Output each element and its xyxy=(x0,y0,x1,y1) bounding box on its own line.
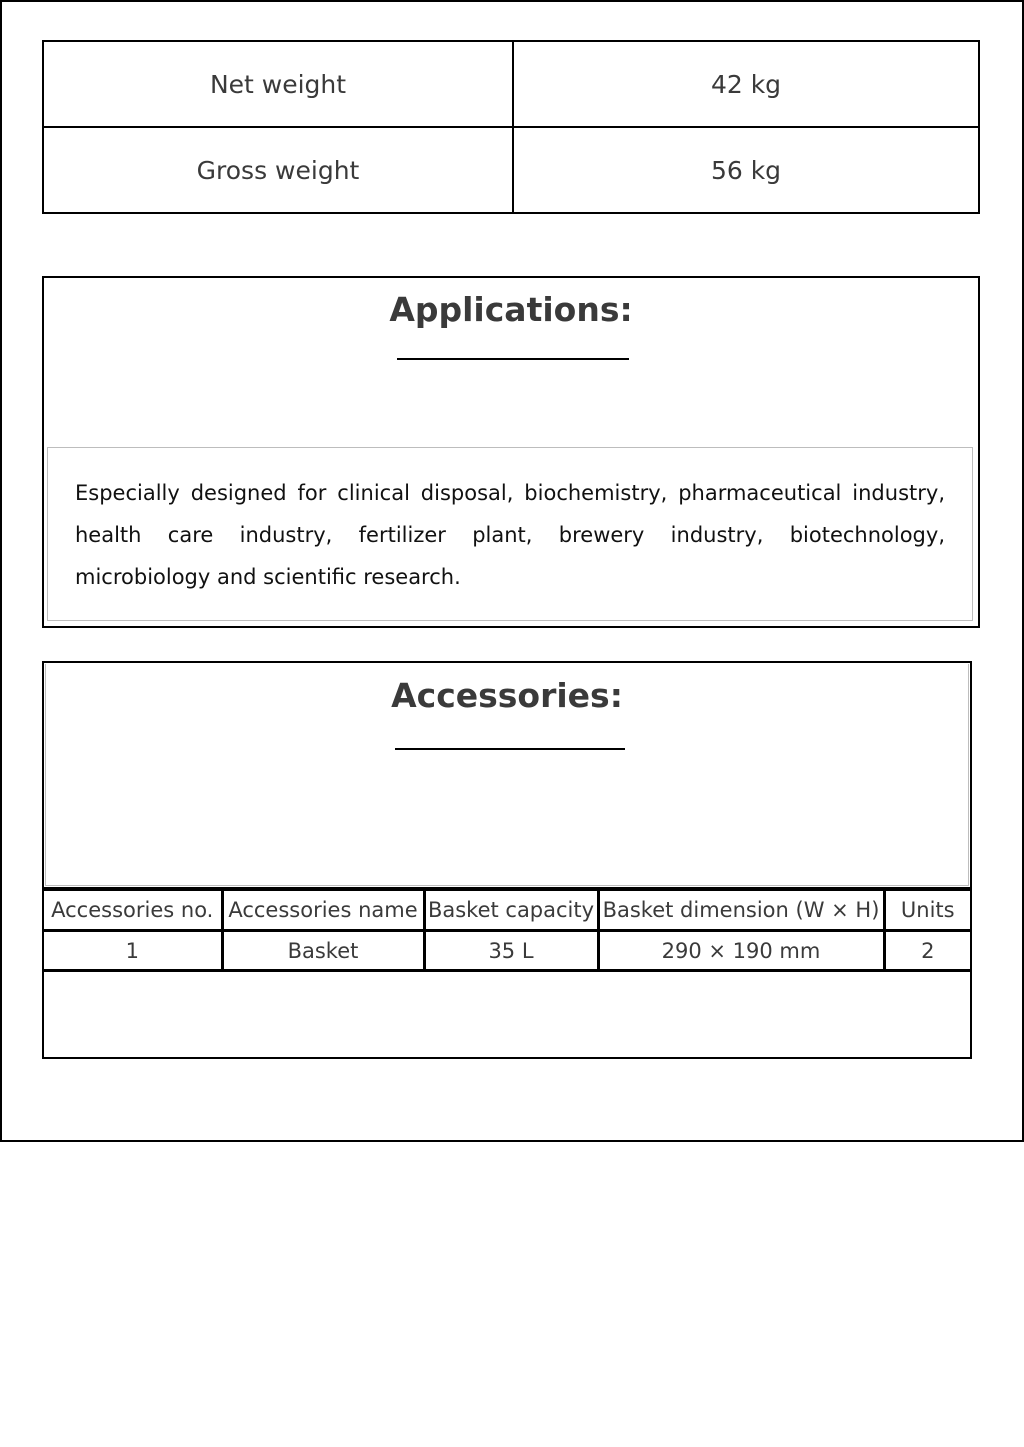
gross-weight-value: 56 kg xyxy=(513,127,979,213)
column-header-basket-dimension: Basket dimension (W × H) xyxy=(598,889,884,931)
table-row xyxy=(44,931,970,971)
column-header-accessories-no: Accessories no. xyxy=(44,889,222,931)
column-header-units: Units xyxy=(884,889,970,931)
applications-title-underline xyxy=(397,358,629,360)
column-header-basket-capacity: Basket capacity xyxy=(424,889,598,931)
accessories-title: Accessories: xyxy=(391,676,623,715)
table-row xyxy=(43,41,979,127)
cell-basket-capacity: 35 L xyxy=(424,931,598,971)
cell-units: 2 xyxy=(884,931,970,971)
net-weight-value: 42 kg xyxy=(513,41,979,127)
applications-title: Applications: xyxy=(389,290,633,329)
cell-basket-dimension: 290 × 190 mm xyxy=(598,931,884,971)
accessories-table xyxy=(44,887,970,972)
applications-text: Especially designed for clinical disposal, biochemistry, pharmaceutical industry, health care industry, fertilizer plant, brewery industry, biotechnology, microbiology and scientific research. xyxy=(75,481,945,589)
weight-table xyxy=(42,40,980,214)
accessories-header-row xyxy=(44,889,970,931)
applications-section xyxy=(42,276,980,628)
accessories-header-box xyxy=(45,664,969,886)
accessories-section xyxy=(42,661,972,1059)
net-weight-label: Net weight xyxy=(43,41,513,127)
gross-weight-label: Gross weight xyxy=(43,127,513,213)
accessories-title-underline xyxy=(395,748,625,750)
cell-accessories-no: 1 xyxy=(44,931,222,971)
table-row xyxy=(43,127,979,213)
cell-accessories-name: Basket xyxy=(222,931,424,971)
column-header-accessories-name: Accessories name xyxy=(222,889,424,931)
applications-text-box xyxy=(47,447,973,621)
